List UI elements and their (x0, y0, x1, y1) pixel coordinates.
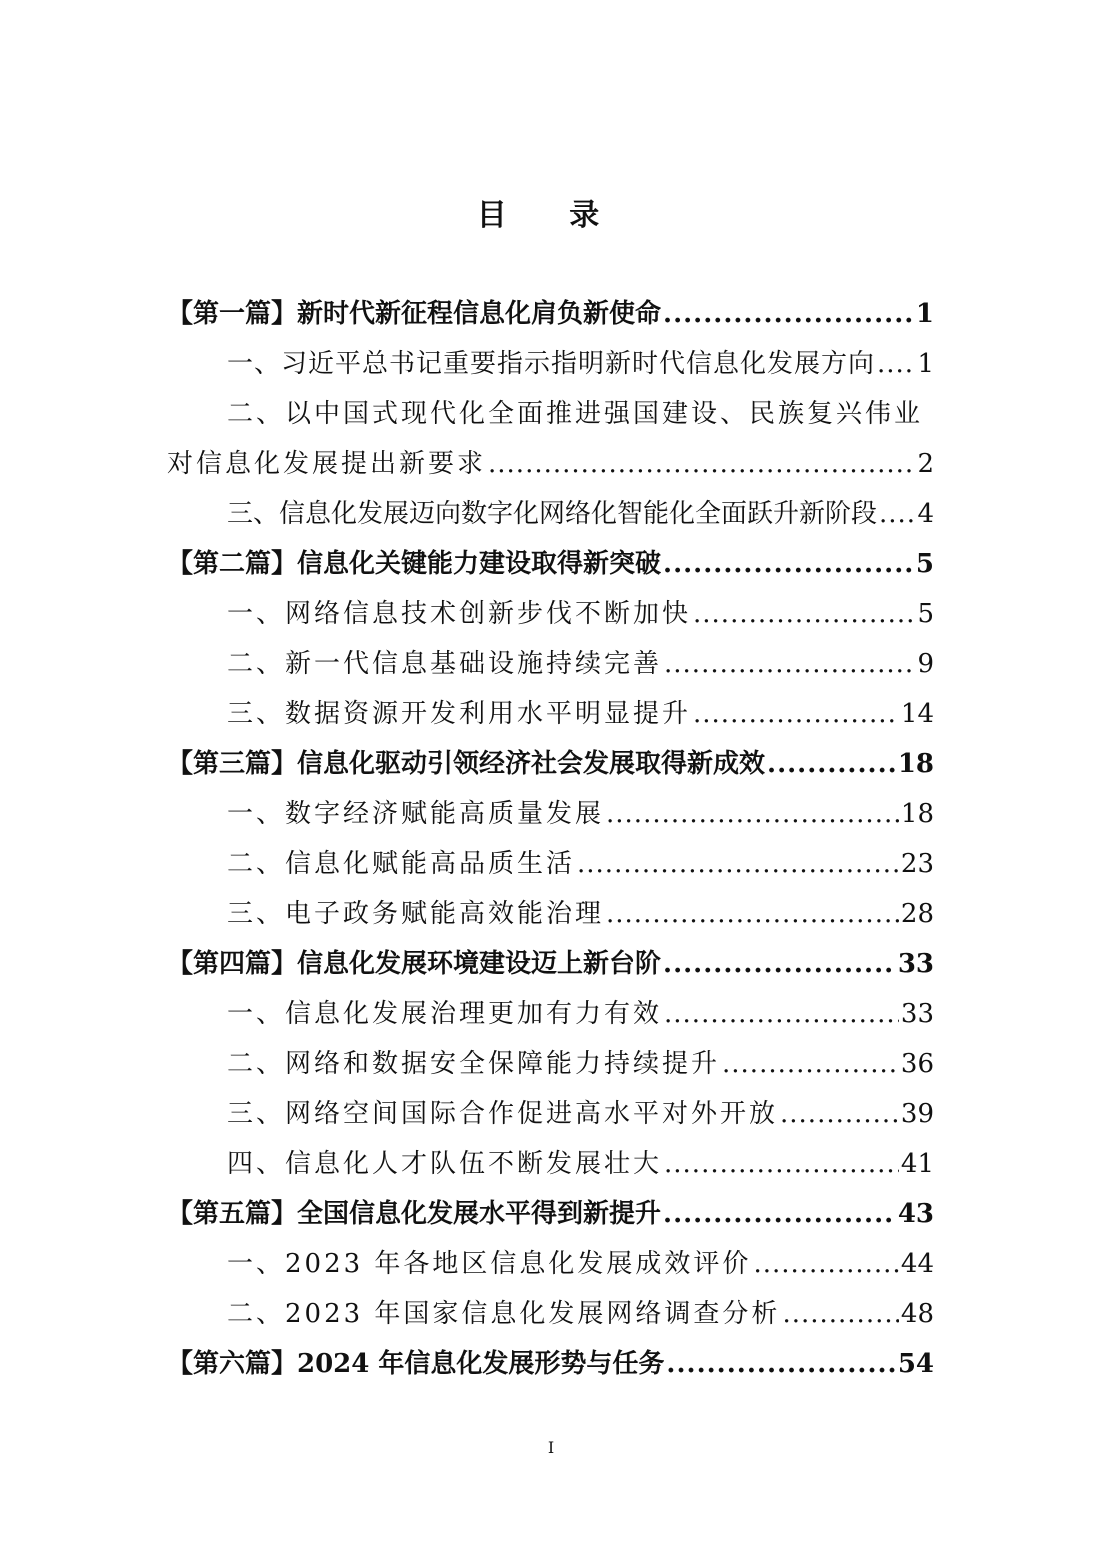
toc-leader (663, 1189, 896, 1239)
toc-label: 【第四篇】信息化发展环境建设迈上新台阶 (167, 949, 662, 979)
toc-leader (664, 989, 899, 1039)
toc-section-5-2[interactable] (167, 1289, 934, 1339)
toc-leader (877, 339, 915, 389)
toc-label: 一、数字经济赋能高质量发展 (227, 799, 605, 829)
toc-leader (666, 1339, 895, 1389)
toc-label: 三、信息化发展迈向数字化网络化智能化全面跃升新阶段 (227, 499, 878, 529)
toc-label: 三、电子政务赋能高效能治理 (227, 899, 605, 929)
toc-page: 9 (917, 649, 934, 679)
toc-label: 四、信息化人才队伍不断发展壮大 (227, 1149, 663, 1179)
toc-label: 一、习近平总书记重要指示指明新时代信息化发展方向 (227, 349, 876, 379)
toc-label: 一、信息化发展治理更加有力有效 (227, 999, 663, 1029)
toc-label: 【第二篇】信息化关键能力建设取得新突破 (167, 549, 662, 579)
toc-label: 一、网络信息技术创新步伐不断加快 (227, 599, 692, 629)
toc-leader (577, 839, 899, 889)
toc-page: 5 (915, 549, 934, 579)
toc-label: 二、信息化赋能高品质生活 (227, 849, 576, 879)
toc-section-5-1[interactable] (167, 1239, 934, 1289)
toc-page: 1 (915, 299, 934, 329)
toc-page: 4 (917, 499, 934, 529)
toc-section-1-1[interactable] (167, 339, 934, 389)
toc-part-1[interactable] (167, 289, 934, 339)
toc-leader (664, 639, 915, 689)
toc-leader (722, 1039, 899, 1089)
toc-section-4-3[interactable] (167, 1089, 934, 1139)
toc-section-1-3[interactable] (167, 489, 934, 539)
toc-section-1-2-line1[interactable]: 二、以中国式现代化全面推进强国建设、民族复兴伟业 (227, 399, 924, 429)
toc-leader (693, 589, 915, 639)
toc-page: 23 (900, 849, 934, 879)
toc-part-4[interactable] (167, 939, 934, 989)
toc-section-4-4[interactable] (167, 1139, 934, 1189)
toc-page: 33 (900, 999, 934, 1029)
toc-section-3-3[interactable] (167, 889, 934, 939)
toc-label: 三、网络空间国际合作促进高水平对外开放 (227, 1099, 779, 1129)
toc-section-4-2[interactable] (167, 1039, 934, 1089)
toc-section-2-1[interactable] (167, 589, 934, 639)
toc-page: 54 (897, 1349, 934, 1379)
toc-leader (606, 889, 899, 939)
page-number: I (547, 1438, 555, 1457)
toc-label: 【第五篇】全国信息化发展水平得到新提升 (167, 1199, 662, 1229)
toc-leader (753, 1239, 898, 1289)
page-title: 目 录 (476, 198, 626, 233)
toc-section-4-1[interactable] (167, 989, 934, 1039)
toc-label: 【第三篇】信息化驱动引领经济社会发展取得新成效 (167, 749, 766, 779)
toc-page: 43 (897, 1199, 934, 1229)
toc-leader (782, 1289, 898, 1339)
toc-label: 【第六篇】2024 年信息化发展形势与任务 (167, 1349, 665, 1379)
toc-label: 【第一篇】新时代新征程信息化肩负新使命 (167, 299, 662, 329)
toc-leader (664, 1139, 899, 1189)
toc-leader (663, 939, 896, 989)
toc-page: 44 (900, 1249, 934, 1279)
toc-page: 1 (917, 349, 934, 379)
toc-section-1-2-line2[interactable] (167, 439, 934, 489)
toc-leader (693, 689, 899, 739)
toc-leader (879, 489, 915, 539)
toc-page: 39 (900, 1099, 934, 1129)
toc-section-3-2[interactable] (167, 839, 934, 889)
toc-page: 14 (900, 699, 934, 729)
toc-label: 二、新一代信息基础设施持续完善 (227, 649, 663, 679)
toc-label: 一、2023 年各地区信息化发展成效评价 (227, 1249, 752, 1279)
toc-page: 28 (900, 899, 934, 929)
toc-part-3[interactable] (167, 739, 934, 789)
toc-page: 48 (900, 1299, 934, 1329)
toc-label: 三、数据资源开发利用水平明显提升 (227, 699, 692, 729)
toc-leader (767, 739, 896, 789)
toc-leader (488, 439, 915, 489)
toc-page: 41 (900, 1149, 934, 1179)
toc-section-2-2[interactable] (167, 639, 934, 689)
toc-page: 36 (900, 1049, 934, 1079)
toc-page: 5 (917, 599, 934, 629)
toc-part-5[interactable] (167, 1189, 934, 1239)
toc-page: 18 (897, 749, 934, 779)
toc-section-3-1[interactable] (167, 789, 934, 839)
toc-leader (663, 289, 914, 339)
toc-page: 18 (900, 799, 934, 829)
toc-part-6[interactable] (167, 1339, 934, 1389)
toc-leader (606, 789, 899, 839)
toc-leader (663, 539, 914, 589)
toc-page: 2 (917, 449, 934, 479)
toc-page: 33 (897, 949, 934, 979)
toc-label: 二、2023 年国家信息化发展网络调查分析 (227, 1299, 781, 1329)
toc-section-2-3[interactable] (167, 689, 934, 739)
toc-label: 二、网络和数据安全保障能力持续提升 (227, 1049, 721, 1079)
toc-leader (780, 1089, 899, 1139)
toc-part-2[interactable] (167, 539, 934, 589)
table-of-contents (167, 289, 934, 1389)
toc-label: 对信息化发展提出新要求 (167, 449, 487, 479)
